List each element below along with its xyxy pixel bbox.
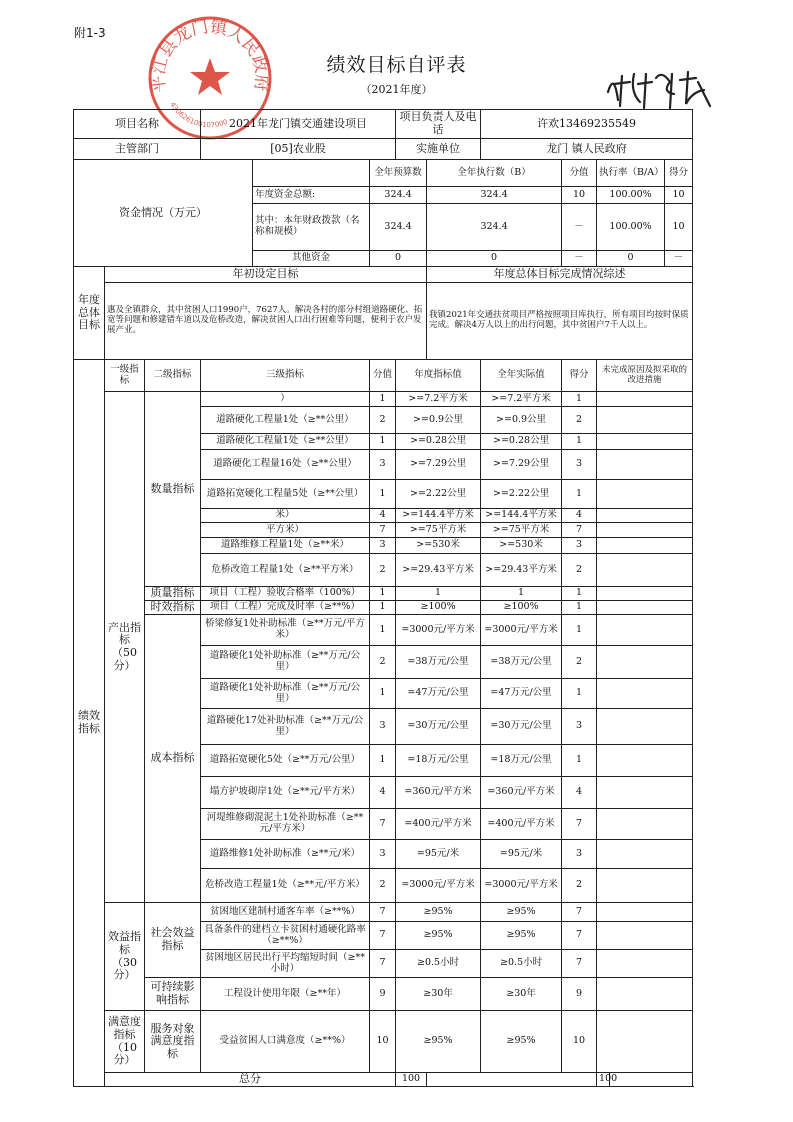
table-row [74,978,693,1011]
indicator-target: =38万元/公里 [396,646,481,679]
fund-budget: 0 [370,251,427,267]
indicator-name: 项目（工程）验收合格率（100%） [201,587,370,601]
indicator-reason [597,538,693,554]
indicator-reason [597,869,693,903]
indicator-actual: ≥95% [481,922,562,950]
indicator-target: >=29.43平方米 [396,554,481,587]
budget-header: 全年预算数 [370,160,427,187]
indicator-target: ≥100% [396,601,481,615]
indicator-reason [597,922,693,950]
indicator-reason [597,523,693,538]
indicator-reason [597,1011,693,1073]
attachment-number: 附1-3 [74,26,106,40]
indicator-actual: ≥100% [481,601,562,615]
indicator-score: 3 [370,450,396,480]
total-got: 100 [597,1073,610,1087]
indicator-actual: ≥30年 [481,978,562,1011]
fund-exec: 324.4 [427,204,562,251]
indicator-got: 7 [562,922,597,950]
indicator-reason [597,777,693,809]
fund-score: － [562,204,597,251]
total-label: 总分 [105,1073,396,1087]
indicator-got: 7 [562,523,597,538]
indicator-got: 4 [562,777,597,809]
indicator-name: 道路拓宽硬化工程量5处（≥**公里） [201,480,370,509]
indicator-got: 1 [562,601,597,615]
indicator-got: 2 [562,869,597,903]
indicator-score: 4 [370,509,396,523]
indicator-reason [597,646,693,679]
indicator-got: 2 [562,646,597,679]
indicator-got: 1 [562,679,597,709]
indicator-got: 1 [562,745,597,777]
total-row [74,1073,693,1087]
indicator-score: 10 [370,1011,396,1073]
satisfaction-label: 满意度指标（10分） [105,1011,145,1073]
indicator-score: 1 [370,601,396,615]
l2-header: 二级指标 [145,360,201,392]
indicator-reason [597,601,693,615]
project-leader-label: 项目负责人及电话 [396,110,481,139]
indicator-actual: =400元/平方米 [481,809,562,840]
indicator-name: 平方米） [201,523,370,538]
fund-rate: 100.00% [597,204,665,251]
indicator-score: 2 [370,869,396,903]
indicator-name: 道路硬化工程量1处（≥**公里） [201,434,370,450]
indicator-reason [597,407,693,434]
page-title: 绩效目标自评表 [326,54,467,76]
table-row [74,615,693,646]
fund-score: 10 [562,187,597,204]
indicator-got: 7 [562,809,597,840]
indicator-actual: =3000元/平方米 [481,615,562,646]
output-label: 产出指标（50分） [105,392,145,903]
project-name-label: 项目名称 [74,110,201,139]
indicator-actual: ≥0.5小时 [481,950,562,978]
indicator-name: 工程设计使用年限（≥**年） [201,978,370,1011]
indicator-score: 3 [370,840,396,869]
indicator-actual: >=0.28公里 [481,434,562,450]
impl-label: 实施单位 [396,139,481,160]
indicator-target: ≥95% [396,903,481,922]
indicator-reason [597,392,693,407]
indicator-actual: >=530米 [481,538,562,554]
indicator-target: =18万元/公里 [396,745,481,777]
indicator-reason [597,679,693,709]
indicator-score: 3 [370,709,396,745]
sustain-label: 可持续影响指标 [145,978,201,1011]
indicator-target: >=2.22公里 [396,480,481,509]
indicator-actual: =38万元/公里 [481,646,562,679]
indicator-name: 米） [201,509,370,523]
score-header: 分值 [562,160,597,187]
indicator-reason [597,840,693,869]
indicator-target: ≥30年 [396,978,481,1011]
complete-goal-label: 年度总体目标完成情况综述 [427,267,693,283]
complete-goal-text: 我镇2021年交通扶贫项目严格按照项目库执行，所有项目均按时保质完成。解决4万人以上的出行问题，其中贫困户7千人以上。 [427,283,693,360]
indicator-got: 2 [562,407,597,434]
indicator-target: >=0.9公里 [396,407,481,434]
indicator-score: 7 [370,922,396,950]
quality-label: 质量指标 [145,587,201,601]
indicator-target: >=0.28公里 [396,434,481,450]
indicator-name: 道路拓宽硬化5处（≥**万元/公里） [201,745,370,777]
indicator-target: 1 [396,587,481,601]
indicator-reason [597,615,693,646]
impl: 龙门 镇人民政府 [481,139,693,160]
indicator-reason [597,480,693,509]
indicator-got: 3 [562,538,597,554]
indicator-target: =95元/米 [396,840,481,869]
indicator-name: 道路维修工程量1处（≥**米） [201,538,370,554]
indicator-got: 2 [562,554,597,587]
project-leader: 许欢13469235549 [481,110,693,139]
table-row [74,601,693,615]
indicator-name: ） [201,392,370,407]
indicator-got: 3 [562,709,597,745]
reason-header: 未完成原因及拟采取的改进措施 [597,360,693,392]
initial-goal-label: 年初设定目标 [105,267,427,283]
indicator-target: ≥95% [396,922,481,950]
indicator-actual: >=0.9公里 [481,407,562,434]
indicator-score: 9 [370,978,396,1011]
indicator-actual: >=2.22公里 [481,480,562,509]
score-col-header: 分值 [370,360,396,392]
indicator-target: =47万元/公里 [396,679,481,709]
handwritten-signature [600,62,720,112]
indicator-target: =3000元/平方米 [396,615,481,646]
fund-score: － [562,251,597,267]
indicator-score: 1 [370,745,396,777]
benefit-label: 效益指标（30分） [105,903,145,1011]
indicator-got: 1 [562,615,597,646]
table-row [74,392,693,407]
indicator-target: =30万元/公里 [396,709,481,745]
target-header: 年度指标值 [396,360,481,392]
fund-budget: 324.4 [370,187,427,204]
seal-code: 430626100107000 [168,100,229,130]
indicator-reason [597,450,693,480]
indicator-reason [597,434,693,450]
indicator-actual: =360元/平方米 [481,777,562,809]
fund-label: 其他资金 [253,251,370,267]
indicator-name: 道路硬化17处补助标准（≥**万元/公里） [201,709,370,745]
fund-exec: 0 [427,251,562,267]
table-row [74,903,693,922]
indicator-got: 1 [562,434,597,450]
indicator-score: 1 [370,587,396,601]
indicator-got: 1 [562,392,597,407]
l1-header: 一级指标 [105,360,145,392]
indicator-score: 3 [370,538,396,554]
fund-got: － [665,251,693,267]
indicator-score: 1 [370,392,396,407]
fund-got: 10 [665,204,693,251]
indicator-name: 项目（工程）完成及时率（≥**%） [201,601,370,615]
initial-goal-text: 惠及全镇群众，其中贫困人口1990户，7627人。解决各村的部分村组道路硬化、拓宽等问题和修建错车道以及危桥改造，解决贫困人口出行困难等问题，便利于农户发展产业。 [105,283,427,360]
indicator-reason [597,950,693,978]
indicator-reason [597,809,693,840]
total-score: 100 [396,1073,427,1087]
fund-rate: 100.00% [597,187,665,204]
indicator-actual: >=7.2平方米 [481,392,562,407]
indicator-got: 3 [562,840,597,869]
indicator-target: >=75平方米 [396,523,481,538]
indicator-reason [597,509,693,523]
indicator-got: 1 [562,587,597,601]
performance-table [73,109,693,1087]
dept-label: 主管部门 [74,139,201,160]
indicator-score: 1 [370,679,396,709]
seal-star-icon [190,58,230,95]
indicator-score: 1 [370,615,396,646]
actual-header: 全年实际值 [481,360,562,392]
indicator-actual: >=29.43平方米 [481,554,562,587]
indicator-score: 1 [370,480,396,509]
indicator-name: 道路维修1处补助标准（≥**元/米） [201,840,370,869]
indicator-name: 贫困地区居民出行平均缩短时间（≥**小时） [201,950,370,978]
fund-budget: 324.4 [370,204,427,251]
indicator-name: 危桥改造工程量1处（≥**平方米） [201,554,370,587]
fund-exec: 324.4 [427,187,562,204]
indicator-actual: =3000元/平方米 [481,869,562,903]
indicator-target: =3000元/平方米 [396,869,481,903]
perf-label: 绩效指标 [74,360,105,1087]
indicator-target: =400元/平方米 [396,809,481,840]
got-header: 得分 [665,160,693,187]
time-label: 时效指标 [145,601,201,615]
indicator-score: 1 [370,434,396,450]
indicator-score: 7 [370,950,396,978]
dept: [05]农业股 [201,139,396,160]
indicator-actual: ≥95% [481,903,562,922]
fund-got: 10 [665,187,693,204]
indicator-score: 4 [370,777,396,809]
indicator-score: 2 [370,646,396,679]
indicator-actual: =95元/米 [481,840,562,869]
indicator-name: 受益贫困人口满意度（≥**%） [201,1011,370,1073]
indicator-actual: ≥95% [481,1011,562,1073]
indicator-name: 贫困地区建制村通客车率（≥**%） [201,903,370,922]
indicator-reason [597,587,693,601]
indicator-name: 危桥改造工程量1处（≥**元/平方米） [201,869,370,903]
table-row [74,1011,693,1073]
indicator-target: >=7.2平方米 [396,392,481,407]
indicator-got: 9 [562,978,597,1011]
indicator-target: >=7.29公里 [396,450,481,480]
indicator-target: >=530米 [396,538,481,554]
indicator-reason [597,978,693,1011]
indicator-score: 7 [370,809,396,840]
indicator-target: ≥0.5小时 [396,950,481,978]
indicator-got: 3 [562,450,597,480]
l3-header: 三级指标 [201,360,370,392]
indicator-reason [597,745,693,777]
indicator-target: >=144.4平方米 [396,509,481,523]
indicator-got: 4 [562,509,597,523]
indicator-got: 10 [562,1011,597,1073]
indicator-reason [597,554,693,587]
goals-label: 年度总体目标 [74,267,105,360]
service-label: 服务对象满意度指标 [145,1011,201,1073]
indicator-name: 道路硬化工程量16处（≥**公里） [201,450,370,480]
social-label: 社会效益指标 [145,903,201,978]
indicator-actual: 1 [481,587,562,601]
indicator-got: 7 [562,950,597,978]
got-col-header: 得分 [562,360,597,392]
indicator-score: 7 [370,903,396,922]
indicator-got: 1 [562,480,597,509]
indicator-name: 道路硬化1处补助标准（≥**万元/公里） [201,646,370,679]
quantity-label: 数量指标 [145,392,201,587]
indicator-got: 7 [562,903,597,922]
indicator-name: 具备条件的建档立卡贫困村通硬化路率（≥**%） [201,922,370,950]
indicator-actual: =18万元/公里 [481,745,562,777]
seal-text: 平江县龙门镇人民政府 [148,17,272,94]
fund-rate: 0 [597,251,665,267]
indicator-score: 2 [370,554,396,587]
indicator-target: ≥95% [396,1011,481,1073]
cost-label: 成本指标 [145,615,201,903]
indicator-actual: =30万元/公里 [481,709,562,745]
exec-header: 全年执行数（B） [427,160,562,187]
fund-label: 其中：本年财政拨款（名称和规模） [253,204,370,251]
indicator-actual: =47万元/公里 [481,679,562,709]
fiscal-year: （2021年度） [360,83,433,96]
indicator-name: 道路硬化工程量1处（≥**公里） [201,407,370,434]
indicator-actual: >=7.29公里 [481,450,562,480]
indicator-name: 塌方护坡砌岸1处（≥**元/平方米） [201,777,370,809]
indicator-name: 桥梁修复1处补助标准（≥**万元/平方米） [201,615,370,646]
project-name: 2021年龙门镇交通建设项目 [201,110,396,139]
indicator-actual: >=144.4平方米 [481,509,562,523]
indicator-actual: >=75平方米 [481,523,562,538]
indicator-reason [597,903,693,922]
fund-label: 年度资金总额: [253,187,370,204]
indicator-name: 道路硬化1处补助标准（≥**万元/公里） [201,679,370,709]
table-row [74,587,693,601]
indicator-score: 7 [370,523,396,538]
rate-header: 执行率（B/A） [597,160,665,187]
indicator-name: 河堤维修砌混泥土1处补助标准（≥**元/平方米） [201,809,370,840]
funds-label: 资金情况（万元） [74,160,253,267]
indicator-target: =360元/平方米 [396,777,481,809]
indicator-reason [597,709,693,745]
indicator-score: 2 [370,407,396,434]
